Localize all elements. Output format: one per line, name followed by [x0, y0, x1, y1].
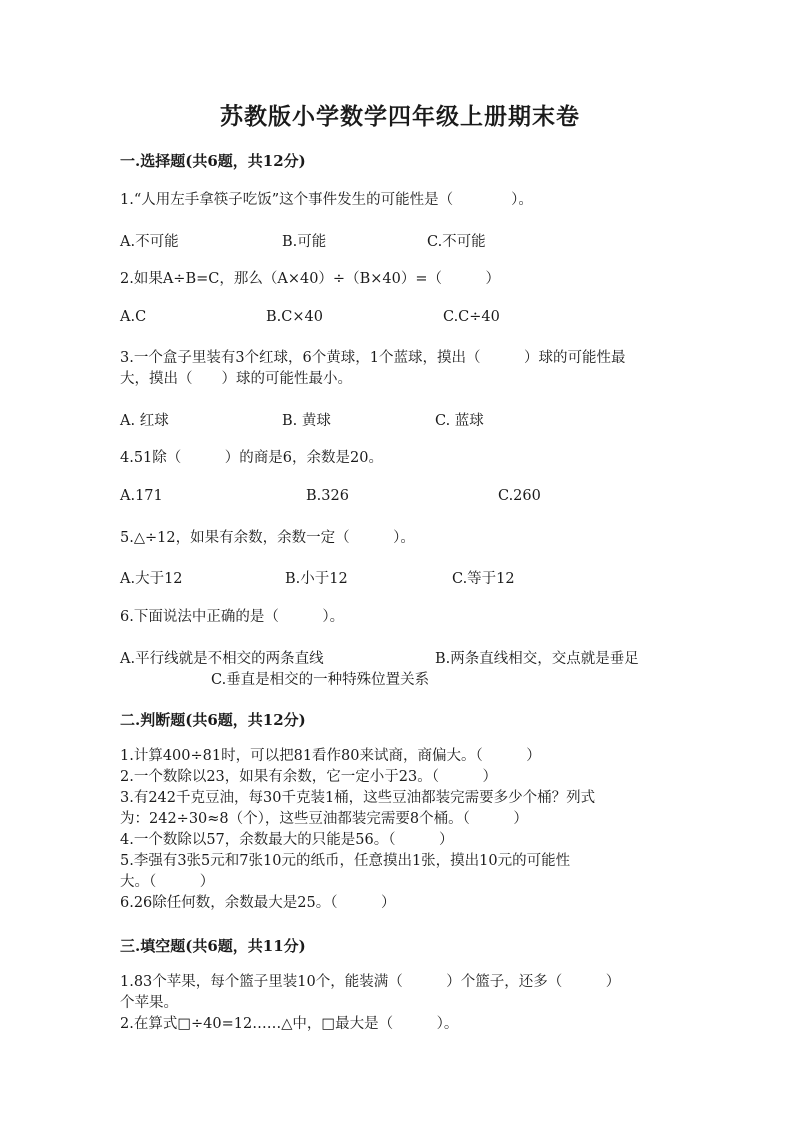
question-1-option-b: B.可能: [282, 234, 327, 250]
fill-item-1-line-1: 1.83个苹果，每个篮子里装10个，能装满（ ）个篮子，还多（ ）: [120, 974, 621, 990]
judgment-item-5-line-2: 大。（ ）: [120, 874, 215, 890]
question-3-stem-line-1: 3.一个盒子里装有3个红球，6个黄球，1个蓝球，摸出（ ）球的可能性最: [120, 350, 626, 366]
fill-item-1-line-2: 个苹果。: [120, 995, 178, 1011]
question-2-stem: 2.如果A÷B=C，那么（A×40）÷（B×40）=（ ）: [120, 271, 500, 287]
question-3-option-a: A. 红球: [120, 413, 169, 429]
question-5-stem: 5.△÷12，如果有余数，余数一定（ ）。: [120, 530, 415, 546]
question-4-stem: 4.51除（ ）的商是6，余数是20。: [120, 450, 383, 466]
question-6-option-b: B.两条直线相交，交点就是垂足: [435, 651, 639, 667]
question-1-stem: 1.“人用左手拿筷子吃饭”这个事件发生的可能性是（ ）。: [120, 192, 533, 208]
question-3-option-c: C. 蓝球: [435, 413, 484, 429]
question-3-stem-line-2: 大，摸出（ ）球的可能性最小。: [120, 371, 352, 387]
section-heading-fill-in: 三.填空题(共6题，共11分): [120, 937, 306, 955]
page-title: 苏教版小学数学四年级上册期末卷: [220, 103, 580, 130]
question-5-option-b: B.小于12: [285, 571, 348, 587]
judgment-item-3-line-1: 3.有242千克豆油，每30千克装1桶，这些豆油都装完需要多少个桶？列式: [120, 790, 596, 806]
judgment-item-2: 2.一个数除以23，如果有余数，它一定小于23。（ ）: [120, 769, 497, 785]
question-4-option-a: A.171: [120, 488, 163, 504]
question-1-option-c: C.不可能: [427, 234, 486, 250]
question-1-option-a: A.不可能: [120, 234, 179, 250]
question-2-option-a: A.C: [120, 309, 147, 325]
question-5-option-a: A.大于12: [120, 571, 183, 587]
judgment-item-1: 1.计算400÷81时，可以把81看作80来试商，商偏大。（ ）: [120, 748, 541, 764]
question-4-option-b: B.326: [306, 488, 349, 504]
question-6-option-c: C.垂直是相交的一种特殊位置关系: [211, 672, 430, 688]
question-5-option-c: C.等于12: [452, 571, 515, 587]
judgment-item-4: 4.一个数除以57，余数最大的只能是56。（ ）: [120, 832, 454, 848]
question-6-option-a: A.平行线就是不相交的两条直线: [120, 651, 324, 667]
question-2-option-c: C.C÷40: [443, 309, 500, 325]
section-heading-true-false: 二.判断题(共6题，共12分): [120, 711, 306, 729]
judgment-item-5-line-1: 5.李强有3张5元和7张10元的纸币，任意摸出1张，摸出10元的可能性: [120, 853, 571, 869]
question-2-option-b: B.C×40: [266, 309, 323, 325]
fill-item-2: 2.在算式□÷40=12……△中，□最大是（ ）。: [120, 1016, 459, 1032]
question-4-option-c: C.260: [498, 488, 541, 504]
question-3-option-b: B. 黄球: [282, 413, 331, 429]
judgment-item-3-line-2: 为：242÷30≈8（个），这些豆油都装完需要8个桶。（ ）: [120, 811, 528, 827]
judgment-item-6: 6.26除任何数，余数最大是25。（ ）: [120, 895, 396, 911]
section-heading-choice: 一.选择题(共6题，共12分): [120, 152, 306, 170]
question-6-stem: 6.下面说法中正确的是（ ）。: [120, 609, 345, 625]
